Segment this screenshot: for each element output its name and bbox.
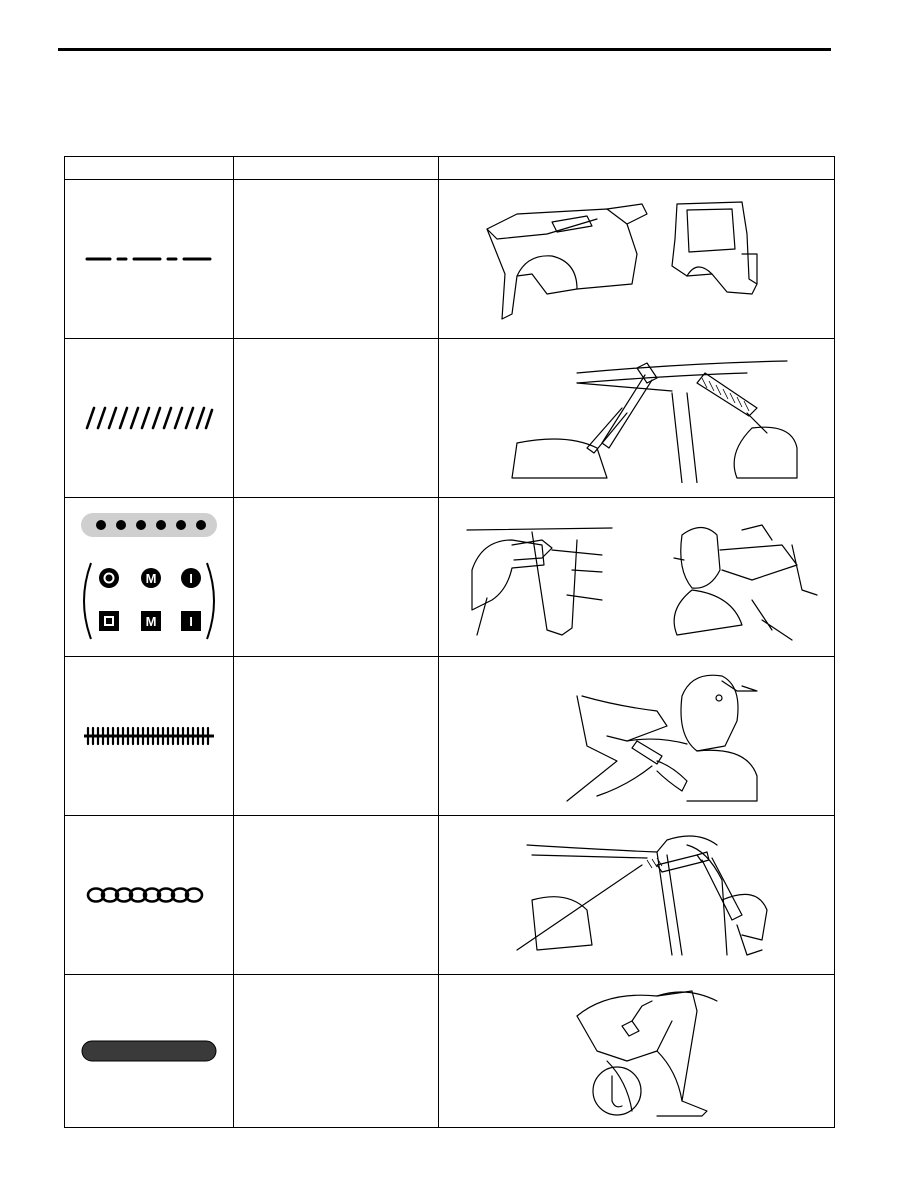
table-header-row <box>65 157 835 180</box>
symbol-legend-table <box>64 156 835 1128</box>
table-row <box>65 657 835 816</box>
description-cell <box>234 180 439 339</box>
continuous-weld-bead-icon <box>82 726 216 746</box>
illustration-cell <box>439 339 835 498</box>
table-row <box>65 180 835 339</box>
symbol-cell <box>65 339 234 498</box>
spot-weld-omi-icon <box>79 511 219 643</box>
symbol-cell <box>65 657 234 816</box>
sealer-bar-icon <box>81 1040 217 1062</box>
header-description <box>234 157 439 180</box>
header-rule <box>58 48 831 51</box>
description-cell <box>234 975 439 1128</box>
brazing-bead-icon <box>86 885 212 905</box>
spot-label: I <box>189 571 193 586</box>
symbol-cell <box>65 498 234 657</box>
spot-label: I <box>189 614 193 629</box>
illustration-cell <box>439 657 835 816</box>
dashed-cut-line-icon <box>84 253 214 265</box>
illustration-cell <box>439 816 835 975</box>
illustration-cell <box>439 180 835 339</box>
illustration-cell <box>439 975 835 1128</box>
symbol-cell <box>65 975 234 1128</box>
symbol-cell <box>65 816 234 975</box>
header-illustration <box>439 157 835 180</box>
hatched-grind-area-icon <box>84 406 214 430</box>
table-row <box>65 498 835 657</box>
symbol-cell <box>65 180 234 339</box>
mig-welding-helmet-icon <box>457 666 817 806</box>
description-cell <box>234 816 439 975</box>
brazing-torch-icon <box>457 830 817 960</box>
header-symbol <box>65 157 234 180</box>
illustration-cell <box>439 498 835 657</box>
table-row <box>65 339 835 498</box>
torch-and-wire-brush-icon <box>457 353 817 483</box>
sealer-application-icon <box>457 981 817 1121</box>
description-cell <box>234 339 439 498</box>
body-panel-cut-icon <box>457 194 817 324</box>
drill-and-spot-welder-icon <box>452 510 822 645</box>
table-row <box>65 975 835 1128</box>
table-row <box>65 816 835 975</box>
spot-label: M <box>145 614 157 629</box>
description-cell <box>234 498 439 657</box>
spot-label: M <box>145 571 157 586</box>
description-cell <box>234 657 439 816</box>
